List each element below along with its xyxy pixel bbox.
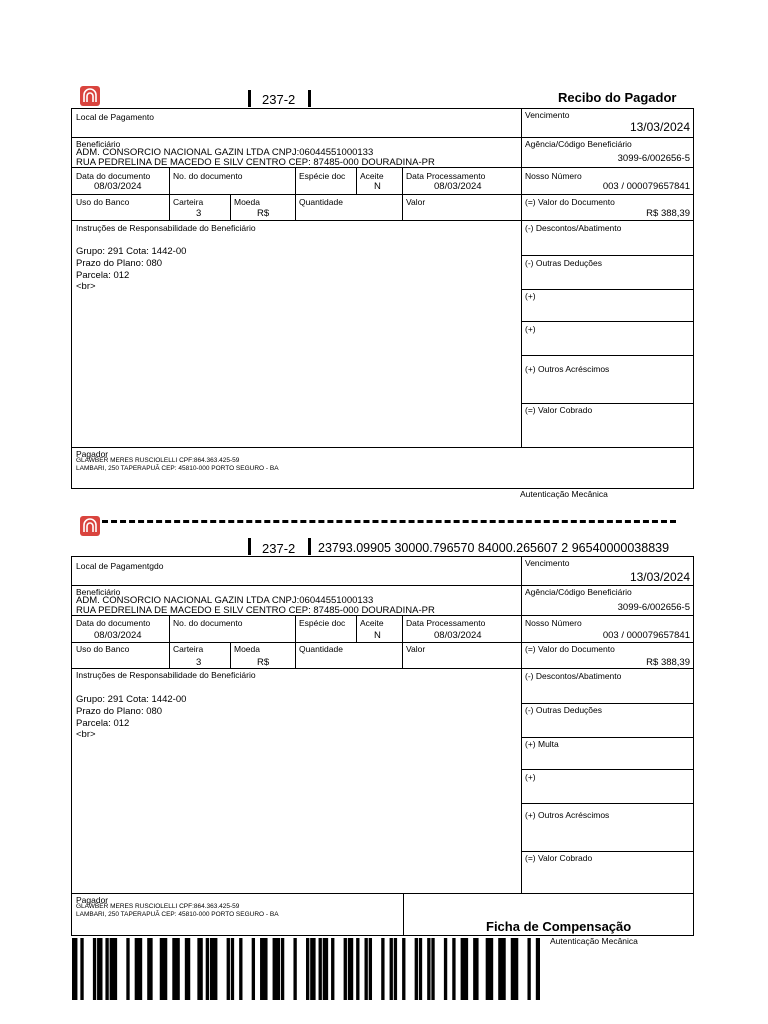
valor-label: Valor — [406, 644, 426, 654]
carteira-value: 3 — [196, 208, 202, 219]
pagador-name: GLAWBER MERES RUSCIOLELLI CPF:864.363.425-59 — [76, 903, 240, 910]
autenticacao-label: Autenticação Mecânica — [550, 936, 638, 946]
autenticacao-label: Autenticação Mecânica — [520, 489, 608, 499]
data-doc-label: Data do documento — [76, 171, 151, 181]
aceite-value: N — [374, 630, 381, 641]
beneficiario-label: Beneficiário — [76, 139, 121, 149]
bank-logo — [80, 516, 100, 536]
cut-line — [102, 520, 676, 523]
moeda-value: R$ — [257, 657, 270, 668]
barcode-bar — [277, 938, 280, 1000]
uso-banco-label: Uso do Banco — [76, 644, 130, 654]
carteira-value: 3 — [196, 657, 202, 668]
barcode-bar — [444, 938, 447, 1000]
data-doc-value: 08/03/2024 — [94, 181, 142, 192]
carteira-label: Carteira — [173, 644, 204, 654]
barcode-bar — [97, 938, 102, 1000]
barcode-bar — [139, 938, 142, 1000]
barcode-bar — [452, 938, 455, 1000]
plus-label: (+) — [525, 324, 536, 334]
outras-deducoes-label: (-) Outras Deduções — [525, 258, 602, 268]
separator — [248, 538, 251, 555]
pagador-label: Pagador — [76, 895, 109, 905]
instrucao-br: <br> — [76, 281, 96, 292]
beneficiario-address: RUA PEDRELINA DE MACEDO E SILV CENTRO CEP: 87485-000 DOURADINA-PR — [76, 605, 435, 616]
barcode-bar — [473, 938, 478, 1000]
barcode-bar — [431, 938, 434, 1000]
valor-label: Valor — [406, 197, 426, 207]
barcode-bar — [239, 938, 242, 1000]
barcode-bar — [381, 938, 384, 1000]
agencia-label: Agência/Código Beneficiário — [525, 139, 632, 149]
especie-label: Espécie doc — [299, 618, 346, 628]
barcode-bar — [319, 938, 322, 1000]
barcode-bar — [527, 938, 530, 1000]
data-proc-value: 08/03/2024 — [434, 630, 482, 641]
pagador-address: LAMBARI, 250 TAPERAPUÃ CEP: 45810-000 PORTO SEGURO - BA — [76, 465, 279, 472]
barcode-bar — [306, 938, 309, 1000]
bank-logo — [80, 86, 100, 106]
ficha-frame — [71, 556, 694, 936]
aceite-label: Aceite — [360, 618, 384, 628]
vencimento-value: 13/03/2024 — [629, 570, 690, 584]
separator — [308, 90, 311, 107]
barcode-bar — [114, 938, 117, 1000]
barcode-bar — [331, 938, 334, 1000]
barcode-bar — [515, 938, 518, 1000]
barcode-bar — [164, 938, 167, 1000]
barcode-bar — [536, 938, 540, 1000]
outros-acrescimos-label: (+) Outros Acréscimos — [525, 364, 610, 374]
instrucoes-label: Instruções de Responsabilidade do Beneficiário — [76, 223, 256, 233]
nosso-num-value: 003 / 000079657841 — [602, 630, 690, 641]
barcode — [72, 938, 540, 1000]
barcode-bar — [80, 938, 83, 1000]
outros-acrescimos-label: (+) Outros Acréscimos — [525, 810, 610, 820]
barcode-bar — [214, 938, 217, 1000]
instrucao-prazo: Prazo do Plano: 080 — [76, 706, 163, 717]
aceite-label: Aceite — [360, 171, 384, 181]
valor-doc-value: R$ 388,39 — [646, 657, 690, 668]
outras-deducoes-label: (-) Outras Deduções — [525, 705, 602, 715]
barcode-bar — [502, 938, 505, 1000]
data-doc-label: Data do documento — [76, 618, 151, 628]
num-doc-label: No. do documento — [173, 618, 243, 628]
moeda-label: Moeda — [234, 644, 260, 654]
barcode-bar — [394, 938, 397, 1000]
descontos-label: (-) Descontos/Abatimento — [525, 223, 622, 233]
num-doc-label: No. do documento — [173, 171, 243, 181]
barcode-bar — [390, 938, 393, 1000]
instrucao-grupo: Grupo: 291 Cota: 1442-00 — [76, 694, 187, 705]
local-label: Local de Pagamentgdo — [76, 561, 164, 571]
especie-label: Espécie doc — [299, 171, 346, 181]
vencimento-label: Vencimento — [525, 558, 570, 568]
instrucao-prazo: Prazo do Plano: 080 — [76, 258, 163, 269]
plus-label: (+) — [525, 291, 536, 301]
uso-banco-label: Uso do Banco — [76, 197, 130, 207]
valor-cobrado-label: (=) Valor Cobrado — [525, 853, 593, 863]
beneficiario-label: Beneficiário — [76, 587, 121, 597]
valor-doc-label: (=) Valor do Documento — [525, 644, 615, 654]
barcode-bar — [293, 938, 296, 1000]
valor-doc-label: (=) Valor do Documento — [525, 197, 615, 207]
barcode-bar — [197, 938, 202, 1000]
barcode-bar — [227, 938, 230, 1000]
separator — [248, 90, 251, 107]
barcode-bar — [369, 938, 372, 1000]
agencia-value: 3099-6/002656-5 — [617, 602, 690, 613]
beneficiario-name: ADM. CONSORCIO NACIONAL GAZIN LTDA CNPJ:06044551000133 — [76, 595, 374, 606]
beneficiario-name: ADM. CONSORCIO NACIONAL GAZIN LTDA CNPJ:06044551000133 — [76, 147, 374, 158]
bank-code: 237-2 — [262, 541, 296, 556]
barcode-bar — [126, 938, 129, 1000]
bank-code: 237-2 — [262, 92, 296, 107]
recibo-frame — [71, 108, 694, 489]
data-proc-value: 08/03/2024 — [434, 181, 482, 192]
barcode-bar — [185, 938, 190, 1000]
instrucao-parcela: Parcela: 012 — [76, 270, 130, 281]
nosso-num-label: Nosso Número — [525, 618, 582, 628]
barcode-bar — [93, 938, 96, 1000]
barcode-bar — [206, 938, 209, 1000]
valor-doc-value: R$ 388,39 — [646, 208, 690, 219]
agencia-label: Agência/Código Beneficiário — [525, 587, 632, 597]
moeda-value: R$ — [257, 208, 270, 219]
linha-digitavel: 23793.09905 30000.796570 84000.265607 2 96540000038839 — [318, 541, 670, 555]
nosso-num-value: 003 / 000079657841 — [602, 181, 690, 192]
barcode-bar — [465, 938, 468, 1000]
barcode-bar — [419, 938, 422, 1000]
local-label: Local de Pagamento — [76, 112, 154, 122]
instrucao-grupo: Grupo: 291 Cota: 1442-00 — [76, 246, 187, 257]
moeda-label: Moeda — [234, 197, 260, 207]
instrucao-parcela: Parcela: 012 — [76, 718, 130, 729]
barcode-bar — [72, 938, 77, 1000]
barcode-bar — [323, 938, 328, 1000]
barcode-bar — [147, 938, 152, 1000]
barcode-bar — [176, 938, 179, 1000]
carteira-label: Carteira — [173, 197, 204, 207]
ficha-title: Ficha de Compensação — [486, 919, 632, 934]
barcode-bar — [415, 938, 418, 1000]
barcode-bar — [105, 938, 108, 1000]
vencimento-label: Vencimento — [525, 110, 570, 120]
barcode-bar — [490, 938, 493, 1000]
barcode-bar — [402, 938, 405, 1000]
beneficiario-address: RUA PEDRELINA DE MACEDO E SILV CENTRO CEP: 87485-000 DOURADINA-PR — [76, 157, 435, 168]
recibo-title: Recibo do Pagador — [558, 90, 677, 105]
barcode-bar — [231, 938, 234, 1000]
valor-cobrado-label: (=) Valor Cobrado — [525, 405, 593, 415]
pagador-label: Pagador — [76, 449, 109, 459]
nosso-num-label: Nosso Número — [525, 171, 582, 181]
multa-label: (+) Multa — [525, 739, 559, 749]
data-doc-value: 08/03/2024 — [94, 630, 142, 641]
barcode-bar — [427, 938, 430, 1000]
instrucao-br: <br> — [76, 729, 96, 740]
pagador-address: LAMBARI, 250 TAPERAPUÃ CEP: 45810-000 PORTO SEGURO - BA — [76, 911, 279, 918]
barcode-bar — [344, 938, 347, 1000]
instrucoes-label: Instruções de Responsabilidade do Beneficiário — [76, 670, 256, 680]
plus-label: (+) — [525, 772, 536, 782]
barcode-bar — [348, 938, 353, 1000]
aceite-value: N — [374, 181, 381, 192]
data-proc-label: Data Processamento — [406, 618, 486, 628]
barcode-bar — [252, 938, 255, 1000]
quantidade-label: Quantidade — [299, 197, 343, 207]
barcode-bar — [264, 938, 267, 1000]
agencia-value: 3099-6/002656-5 — [617, 153, 690, 164]
data-proc-label: Data Processamento — [406, 171, 486, 181]
vencimento-value: 13/03/2024 — [629, 120, 690, 134]
barcode-bar — [365, 938, 368, 1000]
descontos-label: (-) Descontos/Abatimento — [525, 671, 622, 681]
separator — [308, 538, 311, 555]
barcode-bar — [310, 938, 315, 1000]
barcode-bar — [281, 938, 284, 1000]
pagador-name: GLAWBER MERES RUSCIOLELLI CPF:864.363.425-59 — [76, 457, 240, 464]
barcode-bar — [356, 938, 359, 1000]
quantidade-label: Quantidade — [299, 644, 343, 654]
